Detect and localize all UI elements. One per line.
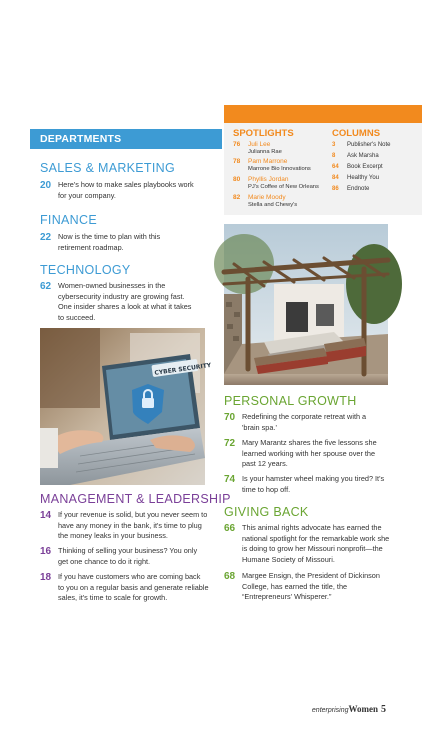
page-number: 64 [332,164,339,170]
spotlight-company: PJ's Coffee of New Orleans [248,184,319,190]
page-number: 74 [224,474,236,485]
entry-text: If your revenue is solid, but you never seem to have any money in the bank, it's time to plug the money leaks in your business. [58,510,208,540]
page-number: 78 [233,158,241,165]
page-number: 18 [40,572,52,583]
brand-name-part: Women [348,704,378,714]
column-title: Endnote [347,186,370,192]
entry-text: Mary Marantz shares the five lessons she learned working with her spouse over the past 12 years. [242,438,377,468]
page-number: 82 [233,194,241,201]
spotlight-item[interactable] [233,158,311,173]
page-number: 86 [332,186,339,192]
entry-text: Margee Ensign, the President of Dickinson College, has earned the title, the “Entrepreneurs' Whisperer.” [242,571,380,601]
spotlight-company: Stella and Chewy's [248,202,298,208]
page-number: 84 [332,175,339,181]
column-title: Healthy You [347,175,380,181]
entry-text: Now is the time to plan with this retirement roadmap. [58,232,161,252]
spotlight-item[interactable] [233,194,297,209]
cybersecurity-photo [40,328,212,485]
column-item[interactable] [332,174,379,182]
page-number: 72 [224,438,236,449]
toc-entry[interactable] [224,523,414,565]
column-title: Ask Marsha [347,153,379,159]
orange-accent-bar [224,105,422,123]
page-footer [312,704,386,715]
spotlight-company: Julianna Rae [248,149,282,155]
spotlight-name: Marie Moody [248,194,286,201]
page-number: 68 [224,571,236,582]
spotlight-company: Marrone Bio Innovations [248,166,311,172]
toc-entry[interactable] [224,438,414,470]
column-item[interactable] [332,163,383,171]
column-title: Book Excerpt [347,164,383,170]
spotlights-header: SPOTLIGHTS [233,128,294,139]
spotlight-name: Pam Marrone [248,158,288,165]
toc-entry[interactable] [40,232,220,253]
section-title-technology: TECHNOLOGY [40,263,131,277]
page-number: 16 [40,546,52,557]
entry-text: Redefining the corporate retreat with a 'brain spa.' [242,412,367,432]
page-number: 70 [224,412,236,423]
toc-entry[interactable] [40,510,222,542]
page-number: 80 [233,176,241,183]
entry-text: Is your hamster wheel making you tired? It's time to hop off. [242,474,385,494]
entry-text: Here's how to make sales playbooks work for your company. [58,180,194,200]
spotlight-item[interactable] [233,141,282,156]
page-number: 5 [381,704,386,715]
toc-entry[interactable] [224,571,414,603]
entry-text: Thinking of selling your business? You only get one chance to do it right. [58,546,198,566]
entry-text: If you have customers who are coming back to you on a regular basis and generate reliable sales, it's time to scale for growth. [58,572,209,602]
spotlight-name: Juli Lee [248,141,271,148]
toc-entry[interactable] [40,180,220,201]
columns-header: COLUMNS [332,128,381,139]
section-title-giving-back: GIVING BACK [224,505,309,519]
column-title: Publisher's Note [347,142,391,148]
page-number: 76 [233,141,241,148]
patio-photo [224,224,388,385]
page-number: 22 [40,232,52,243]
column-item[interactable] [332,185,369,193]
toc-entry[interactable] [40,546,222,567]
page-number: 66 [224,523,236,534]
page-number: 20 [40,180,52,191]
section-title-management-leadership: MANAGEMENT & LEADERSHIP [40,492,231,506]
section-title-personal-growth: PERSONAL GROWTH [224,394,357,408]
spotlight-item[interactable] [233,176,319,191]
column-item[interactable] [332,152,379,160]
page-number: 3 [332,142,336,148]
page-number: 8 [332,153,336,159]
toc-entry[interactable] [224,474,414,495]
toc-entry[interactable] [40,281,220,323]
toc-entry[interactable] [224,412,414,433]
entry-text: Women-owned businesses in the cybersecurity industry are growing fast. One insider shares a look at what it takes to succeed. [58,281,192,322]
spotlight-name: Phyllis Jordan [248,176,289,183]
svg-text:CYBER SECURITY: CYBER SECURITY [154,361,212,377]
entry-text: This animal rights advocate has earned the national spotlight for the remarkable work she is doing to grow her Missouri nonprofit—the Humane Society of Missouri. [242,523,390,564]
brand-name-part: enterprising [311,707,349,714]
section-title-sales-marketing: SALES & MARKETING [40,161,175,175]
cybersecurity-illustration [40,328,212,485]
page-number: 14 [40,510,52,521]
page-number: 62 [40,281,52,292]
departments-header: DEPARTMENTS [30,129,222,149]
toc-entry[interactable] [40,572,222,604]
section-title-finance: FINANCE [40,213,97,227]
column-item[interactable] [332,141,391,149]
patio-illustration [224,224,388,385]
